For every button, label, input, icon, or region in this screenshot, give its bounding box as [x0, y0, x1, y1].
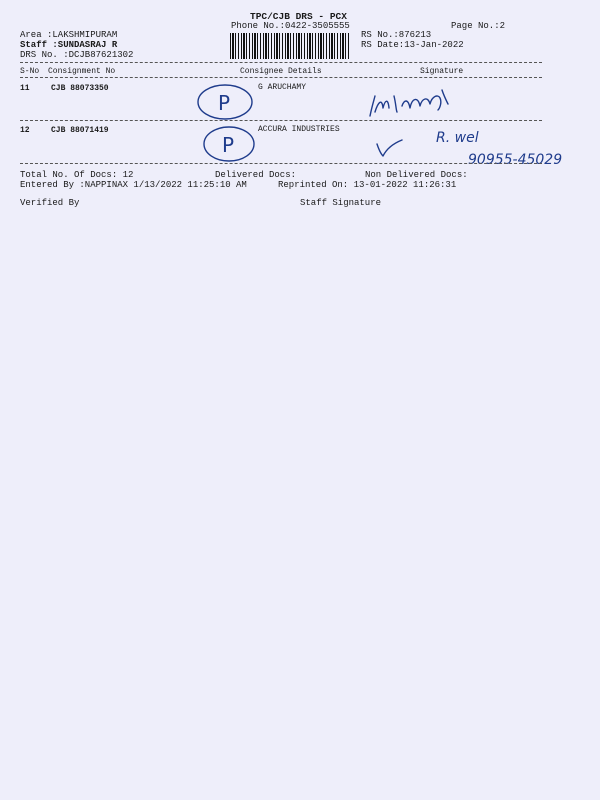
verified-by: Verified By — [20, 198, 80, 208]
document-title: TPC/CJB DRS - PCX — [250, 11, 347, 22]
column-header-signature: Signature — [420, 67, 464, 76]
area-field: Area :LAKSHMIPURAM — [20, 30, 118, 40]
phone-number: Phone No.:0422-3505555 — [231, 21, 350, 31]
stamp-letter: P — [218, 91, 231, 115]
divider-top — [20, 62, 542, 63]
total-docs: Total No. Of Docs: 12 — [20, 170, 134, 180]
row-consignment-no: CJB 88073350 — [51, 84, 109, 93]
divider-header — [20, 77, 542, 78]
handwritten-note — [432, 126, 572, 172]
row-consignee: G ARUCHAMY — [258, 83, 307, 92]
entered-by: Entered By :NAPPINAX 1/13/2022 11:25:10 AM — [20, 180, 247, 190]
page-number: Page No.:2 — [451, 21, 506, 31]
rs-date: RS Date:13-Jan-2022 — [361, 40, 464, 50]
stamp-letter: P — [222, 133, 235, 157]
circled-p-stamp — [196, 84, 256, 124]
row-consignee: ACCURA INDUSTRIES — [258, 125, 340, 134]
staff-signature: Staff Signature — [300, 198, 382, 208]
divider-row — [20, 120, 542, 121]
column-header-sno: S-No — [20, 67, 40, 76]
rs-number: RS No.:876213 — [361, 30, 432, 40]
handwritten-signature — [366, 86, 456, 122]
row-sno: 12 — [20, 126, 30, 135]
drs-number: DRS No. :DCJB87621302 — [20, 50, 134, 60]
note-text: R. wel — [436, 130, 479, 146]
row-sno: 11 — [20, 84, 30, 93]
column-header-consignee: Consignee Details — [240, 67, 322, 76]
phone-note: 90955-45029 — [468, 152, 563, 168]
circled-p-stamp — [203, 126, 263, 164]
delivered-docs: Delivered Docs: — [215, 170, 297, 180]
barcode — [230, 33, 350, 59]
column-header-consignment: Consignment No — [48, 67, 116, 76]
signature-tick — [374, 138, 408, 160]
row-consignment-no: CJB 88071419 — [51, 126, 109, 135]
staff-field: Staff :SUNDASRAJ R — [20, 40, 118, 50]
non-delivered-docs: Non Delivered Docs: — [365, 170, 468, 180]
reprinted-on: Reprinted On: 13-01-2022 11:26:31 — [278, 180, 457, 190]
divider-footer — [20, 163, 542, 164]
